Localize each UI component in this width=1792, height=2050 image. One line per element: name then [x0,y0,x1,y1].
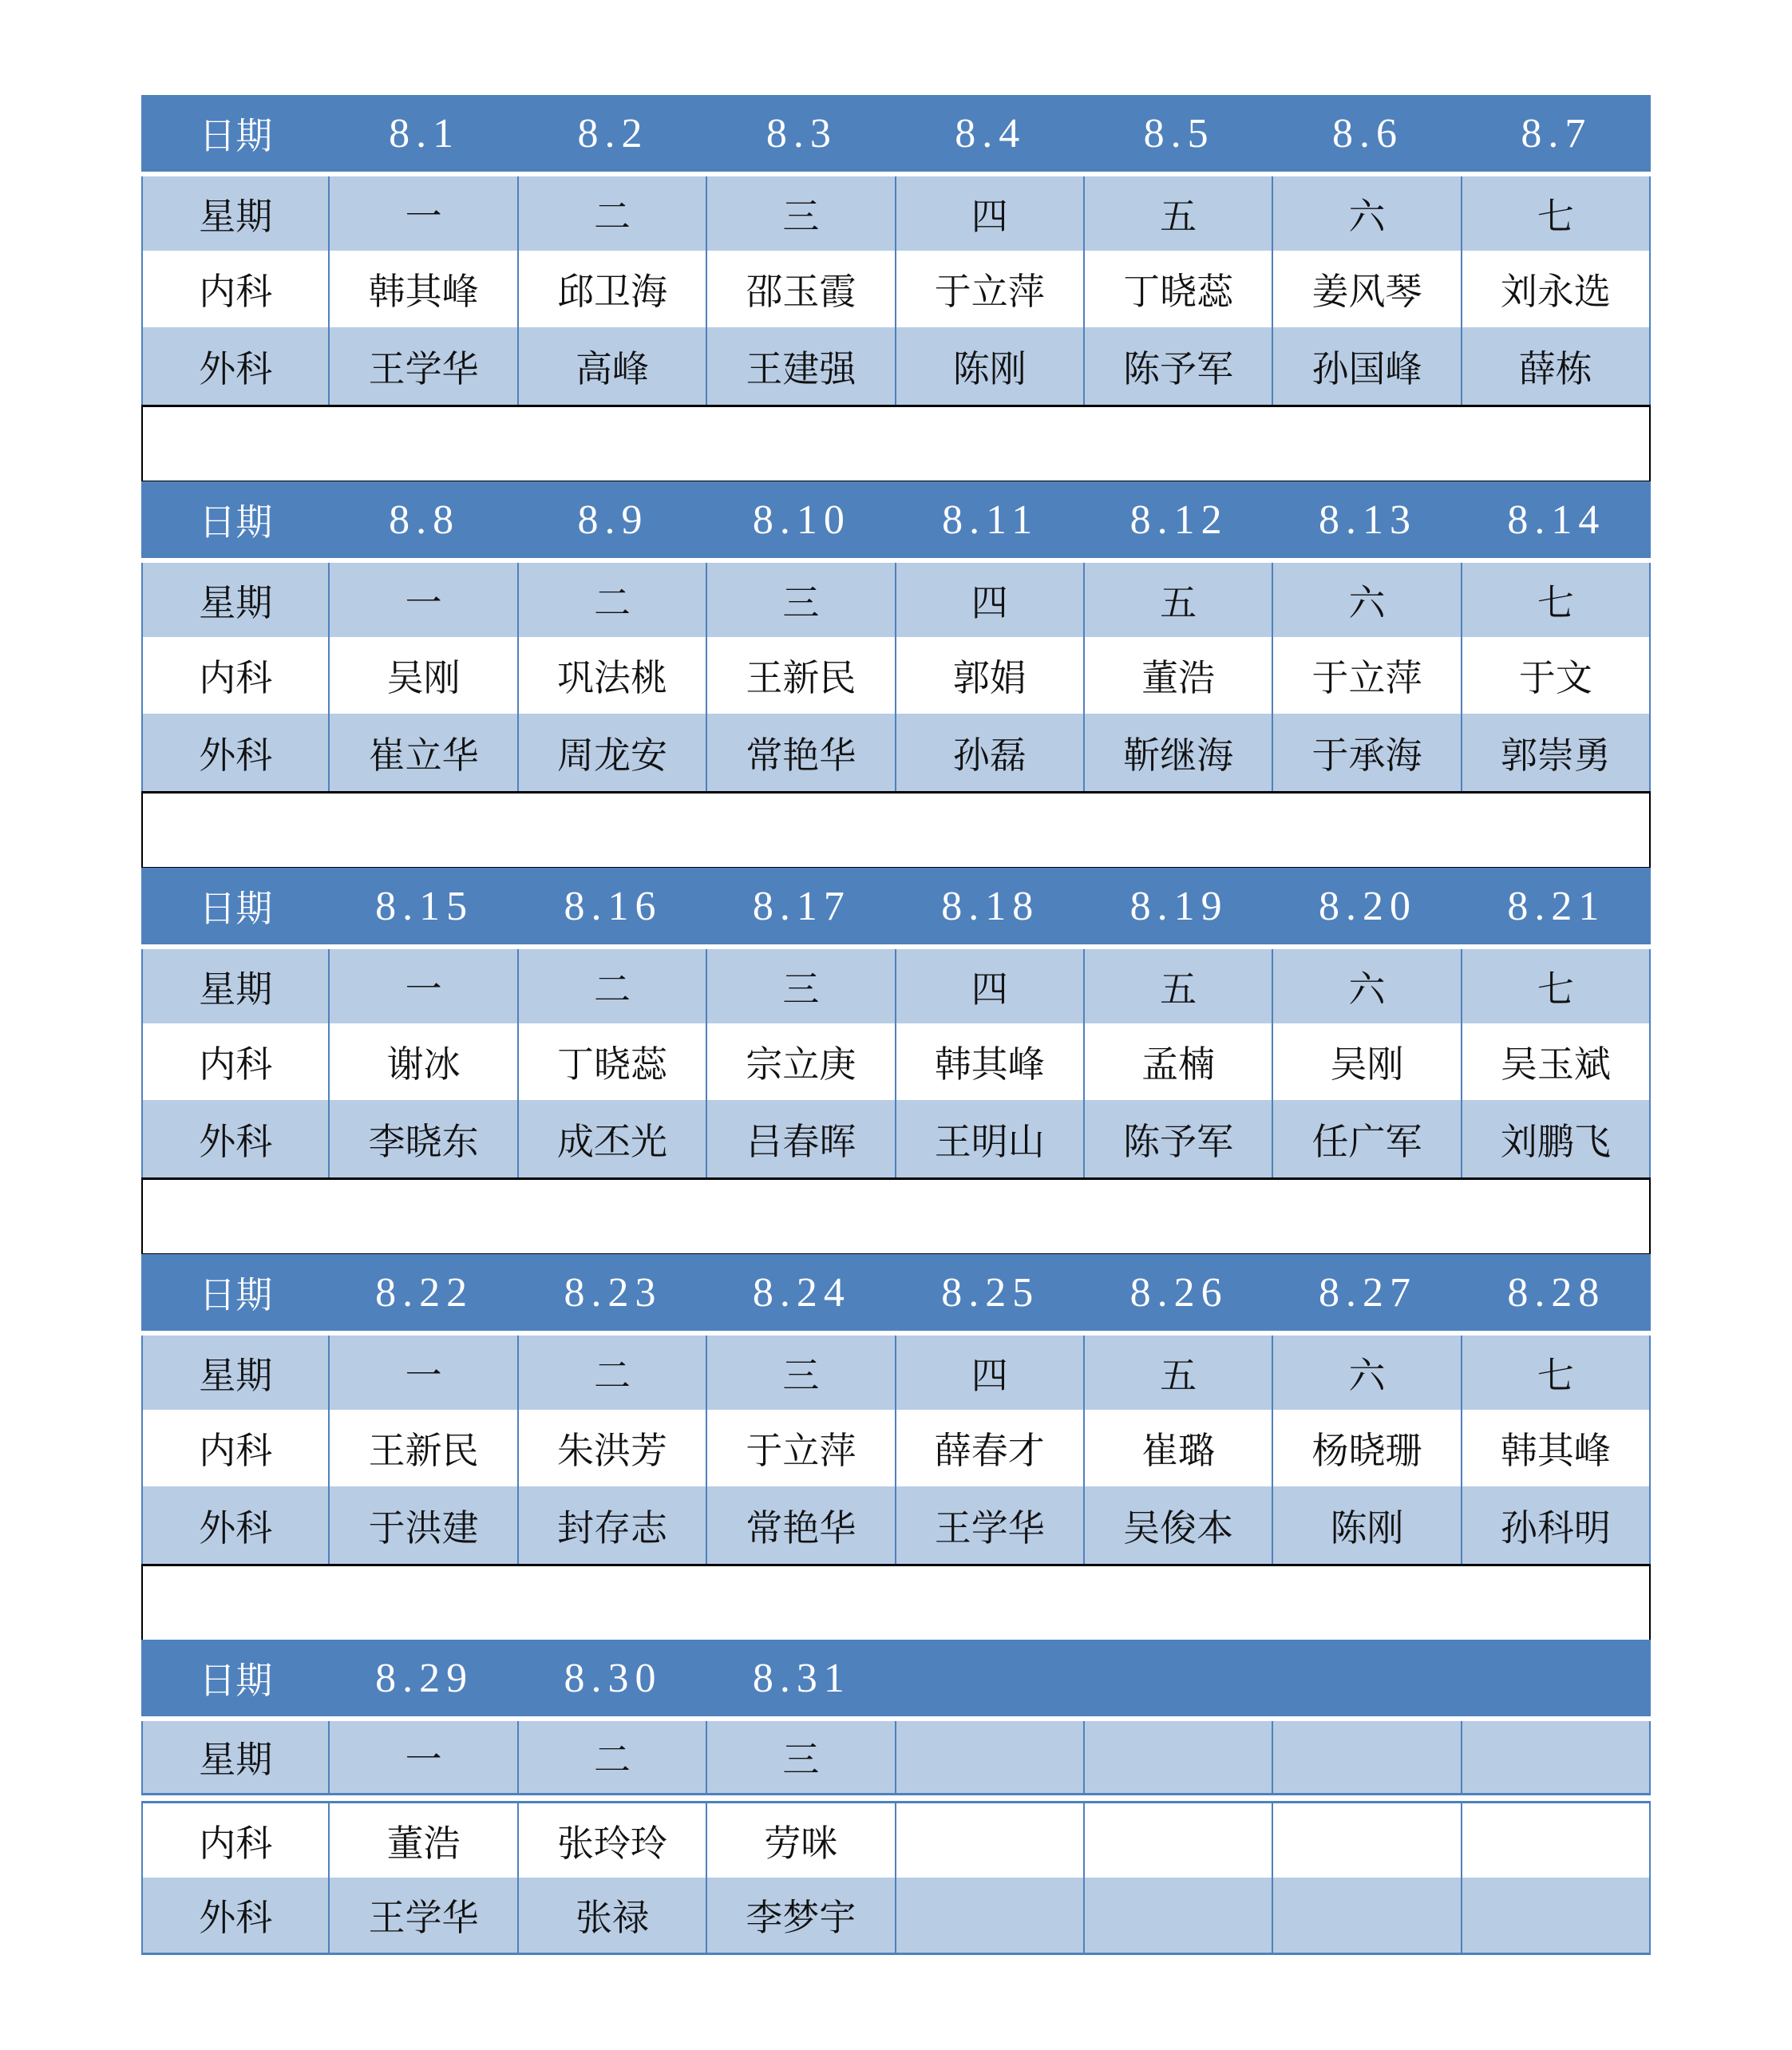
internal-doctor-cell: 丁晓蕊 [1085,251,1273,327]
date-cell: 8.5 [1143,110,1215,156]
internal-doctor-cell [1085,1803,1273,1878]
internal-doctor-cell: 崔璐 [1085,1410,1273,1486]
weekday-cell: 六 [1273,949,1462,1023]
internal-medicine-row [141,251,1651,327]
date-cell: 8.26 [1129,1269,1228,1316]
surgery-doctor-cell: 孙磊 [896,714,1085,791]
surgery-doctor-cell: 孙科明 [1462,1486,1651,1564]
date-cell: 8.25 [941,1269,1040,1316]
date-cell: 8.8 [389,497,461,543]
row-label: 外科 [141,327,330,405]
weekday-row [141,949,1651,1023]
date-cell: 8.9 [577,497,649,543]
internal-doctor-cell: 董浩 [1085,637,1273,714]
date-cell [1462,1640,1651,1716]
internal-doctor-cell: 吴玉斌 [1462,1023,1651,1100]
date-cell: 8.21 [1507,883,1606,929]
weekday-row [141,563,1651,637]
date-label: 日期 [199,501,273,544]
date-cell [896,1640,1085,1716]
weekday-cell: 五 [1085,1336,1273,1410]
surgery-doctor-cell [1273,1878,1462,1953]
surgery-doctor-cell: 高峰 [519,327,707,405]
surgery-doctor-cell: 王建强 [707,327,896,405]
weekday-cell: 二 [519,1721,707,1793]
weekday-cell: 三 [707,1336,896,1410]
date-cell: 8.3 [765,110,837,156]
date-cell [1273,1640,1462,1716]
weekday-cell: 七 [1462,176,1651,251]
internal-medicine-row [141,637,1651,714]
date-cell: 8.10 [752,497,851,543]
surgery-doctor-cell [1462,1878,1651,1953]
surgery-doctor-cell: 吕春晖 [707,1100,896,1177]
row-label: 星期 [141,1721,330,1793]
internal-doctor-cell: 孟楠 [1085,1023,1273,1100]
surgery-doctor-cell: 常艳华 [707,1486,896,1564]
row-label: 星期 [141,176,330,251]
surgery-doctor-cell: 王学华 [896,1486,1085,1564]
date-cell: 8.16 [564,883,663,929]
weekday-cell: 七 [1462,949,1651,1023]
surgery-doctor-cell: 孙国峰 [1273,327,1462,405]
weekday-row [141,176,1651,251]
internal-doctor-cell [1273,1803,1462,1878]
row-label: 星期 [141,1336,330,1410]
internal-doctor-cell: 杨晓珊 [1273,1410,1462,1486]
internal-doctor-cell: 郭娟 [896,637,1085,714]
internal-doctor-cell: 薛春才 [896,1410,1085,1486]
date-cell: 8.2 [577,110,649,156]
weekday-row [141,1336,1651,1410]
separator-row [141,1177,1651,1256]
weekday-cell [1085,1721,1273,1793]
surgery-doctor-cell: 常艳华 [707,714,896,791]
date-label: 日期 [199,1659,273,1702]
surgery-doctor-cell: 陈予军 [1085,327,1273,405]
surgery-row [141,1100,1651,1177]
row-label: 外科 [141,1878,330,1953]
date-cell: 8.18 [941,883,1040,929]
surgery-doctor-cell: 李梦宇 [707,1878,896,1953]
week-block [141,95,1651,483]
weekday-cell: 二 [519,563,707,637]
date-cell: 8.6 [1331,110,1403,156]
surgery-row [141,1486,1651,1564]
week-block [141,868,1651,1256]
internal-doctor-cell: 韩其峰 [1462,1410,1651,1486]
internal-doctor-cell: 朱洪芳 [519,1410,707,1486]
weekday-cell: 二 [519,176,707,251]
row-label: 星期 [141,563,330,637]
weekday-cell [896,1721,1085,1793]
internal-doctor-cell: 刘永选 [1462,251,1651,327]
date-label: 日期 [199,114,273,157]
date-cell: 8.27 [1318,1269,1417,1316]
internal-doctor-cell: 吴刚 [1273,1023,1462,1100]
date-label: 日期 [199,887,273,930]
internal-doctor-cell: 丁晓蕊 [519,1023,707,1100]
weekday-cell: 一 [330,949,518,1023]
weekday-cell: 三 [707,176,896,251]
weekday-cell [1273,1721,1462,1793]
internal-doctor-cell: 姜风琴 [1273,251,1462,327]
internal-doctor-cell: 韩其峰 [330,251,518,327]
weekday-cell: 一 [330,563,518,637]
surgery-doctor-cell [896,1878,1085,1953]
date-cell: 8.24 [752,1269,851,1316]
surgery-doctor-cell: 成丕光 [519,1100,707,1177]
separator-row [141,405,1651,483]
weekday-cell: 五 [1085,176,1273,251]
weekday-cell: 四 [896,1336,1085,1410]
row-label: 外科 [141,714,330,791]
internal-doctor-cell: 张玲玲 [519,1803,707,1878]
internal-doctor-cell: 董浩 [330,1803,518,1878]
row-label: 外科 [141,1486,330,1564]
separator-row [141,791,1651,869]
internal-doctor-cell: 劳咪 [707,1803,896,1878]
date-cell: 8.12 [1129,497,1228,543]
weekday-cell: 一 [330,1336,518,1410]
weekday-cell: 一 [330,1721,518,1793]
row-label: 内科 [141,251,330,327]
row-label: 内科 [141,1410,330,1486]
date-cell: 8.14 [1507,497,1606,543]
date-cell: 8.4 [955,110,1027,156]
date-cell: 8.13 [1318,497,1417,543]
surgery-doctor-cell: 王明山 [896,1100,1085,1177]
date-cell: 8.31 [752,1655,851,1701]
row-label: 内科 [141,637,330,714]
surgery-doctor-cell: 王学华 [330,327,518,405]
date-header-row [141,868,1651,944]
internal-doctor-cell: 于立萍 [1273,637,1462,714]
internal-doctor-cell: 吴刚 [330,637,518,714]
surgery-doctor-cell: 陈予军 [1085,1100,1273,1177]
internal-doctor-cell [896,1803,1085,1878]
internal-doctor-cell: 巩法桃 [519,637,707,714]
weekday-cell: 一 [330,176,518,251]
row-label: 内科 [141,1023,330,1100]
surgery-doctor-cell [1085,1878,1273,1953]
date-cell: 8.23 [564,1269,663,1316]
internal-doctor-cell: 谢冰 [330,1023,518,1100]
surgery-doctor-cell: 于洪建 [330,1486,518,1564]
date-cell: 8.11 [942,497,1039,543]
weekday-cell: 四 [896,176,1085,251]
week-block [141,1640,1651,1955]
weekday-cell: 七 [1462,1336,1651,1410]
internal-doctor-cell: 王新民 [330,1410,518,1486]
surgery-doctor-cell: 陈刚 [1273,1486,1462,1564]
weekday-cell: 六 [1273,176,1462,251]
surgery-doctor-cell: 封存志 [519,1486,707,1564]
weekday-row [141,1721,1651,1795]
internal-medicine-row [141,1801,1651,1878]
weekday-cell: 三 [707,949,896,1023]
surgery-doctor-cell: 于承海 [1273,714,1462,791]
date-cell: 8.15 [375,883,474,929]
surgery-row [141,1878,1651,1955]
surgery-doctor-cell: 靳继海 [1085,714,1273,791]
surgery-doctor-cell: 周龙安 [519,714,707,791]
internal-medicine-row [141,1410,1651,1486]
internal-doctor-cell: 于立萍 [707,1410,896,1486]
date-cell: 8.30 [564,1655,663,1701]
surgery-row [141,714,1651,791]
date-cell: 8.17 [752,883,851,929]
weekday-cell: 二 [519,949,707,1023]
row-label: 内科 [141,1803,330,1878]
surgery-doctor-cell: 陈刚 [896,327,1085,405]
date-cell: 8.22 [375,1269,474,1316]
date-cell: 8.19 [1129,883,1228,929]
date-header-row [141,1640,1651,1716]
weekday-cell [1462,1721,1651,1793]
internal-medicine-row [141,1023,1651,1100]
internal-doctor-cell: 邱卫海 [519,251,707,327]
internal-doctor-cell: 邵玉霞 [707,251,896,327]
weekday-cell: 六 [1273,1336,1462,1410]
date-cell [1085,1640,1273,1716]
surgery-doctor-cell: 刘鹏飞 [1462,1100,1651,1177]
surgery-doctor-cell: 郭崇勇 [1462,714,1651,791]
date-label: 日期 [199,1273,273,1316]
date-cell: 8.1 [389,110,461,156]
internal-doctor-cell: 于立萍 [896,251,1085,327]
date-header-row [141,1254,1651,1331]
weekday-cell: 四 [896,563,1085,637]
weekday-cell: 三 [707,1721,896,1793]
surgery-doctor-cell: 吴俊本 [1085,1486,1273,1564]
weekday-cell: 三 [707,563,896,637]
date-header-row [141,95,1651,172]
weekday-cell: 七 [1462,563,1651,637]
weekday-cell: 四 [896,949,1085,1023]
internal-doctor-cell: 宗立庚 [707,1023,896,1100]
internal-doctor-cell: 于文 [1462,637,1651,714]
date-cell: 8.7 [1521,110,1592,156]
date-cell: 8.28 [1507,1269,1606,1316]
surgery-doctor-cell: 张禄 [519,1878,707,1953]
row-label: 外科 [141,1100,330,1177]
weekday-cell: 五 [1085,563,1273,637]
weekday-cell: 五 [1085,949,1273,1023]
date-header-row [141,481,1651,558]
internal-doctor-cell: 王新民 [707,637,896,714]
weekday-cell: 六 [1273,563,1462,637]
week-block [141,1254,1651,1642]
separator-row [141,1564,1651,1642]
surgery-doctor-cell: 崔立华 [330,714,518,791]
date-cell: 8.20 [1318,883,1417,929]
surgery-doctor-cell: 任广军 [1273,1100,1462,1177]
surgery-doctor-cell: 薛栋 [1462,327,1651,405]
internal-doctor-cell [1462,1803,1651,1878]
row-label: 星期 [141,949,330,1023]
weekday-cell: 二 [519,1336,707,1410]
surgery-doctor-cell: 李晓东 [330,1100,518,1177]
date-cell: 8.29 [375,1655,474,1701]
surgery-row [141,327,1651,405]
internal-doctor-cell: 韩其峰 [896,1023,1085,1100]
week-block [141,481,1651,869]
surgery-doctor-cell: 王学华 [330,1878,518,1953]
